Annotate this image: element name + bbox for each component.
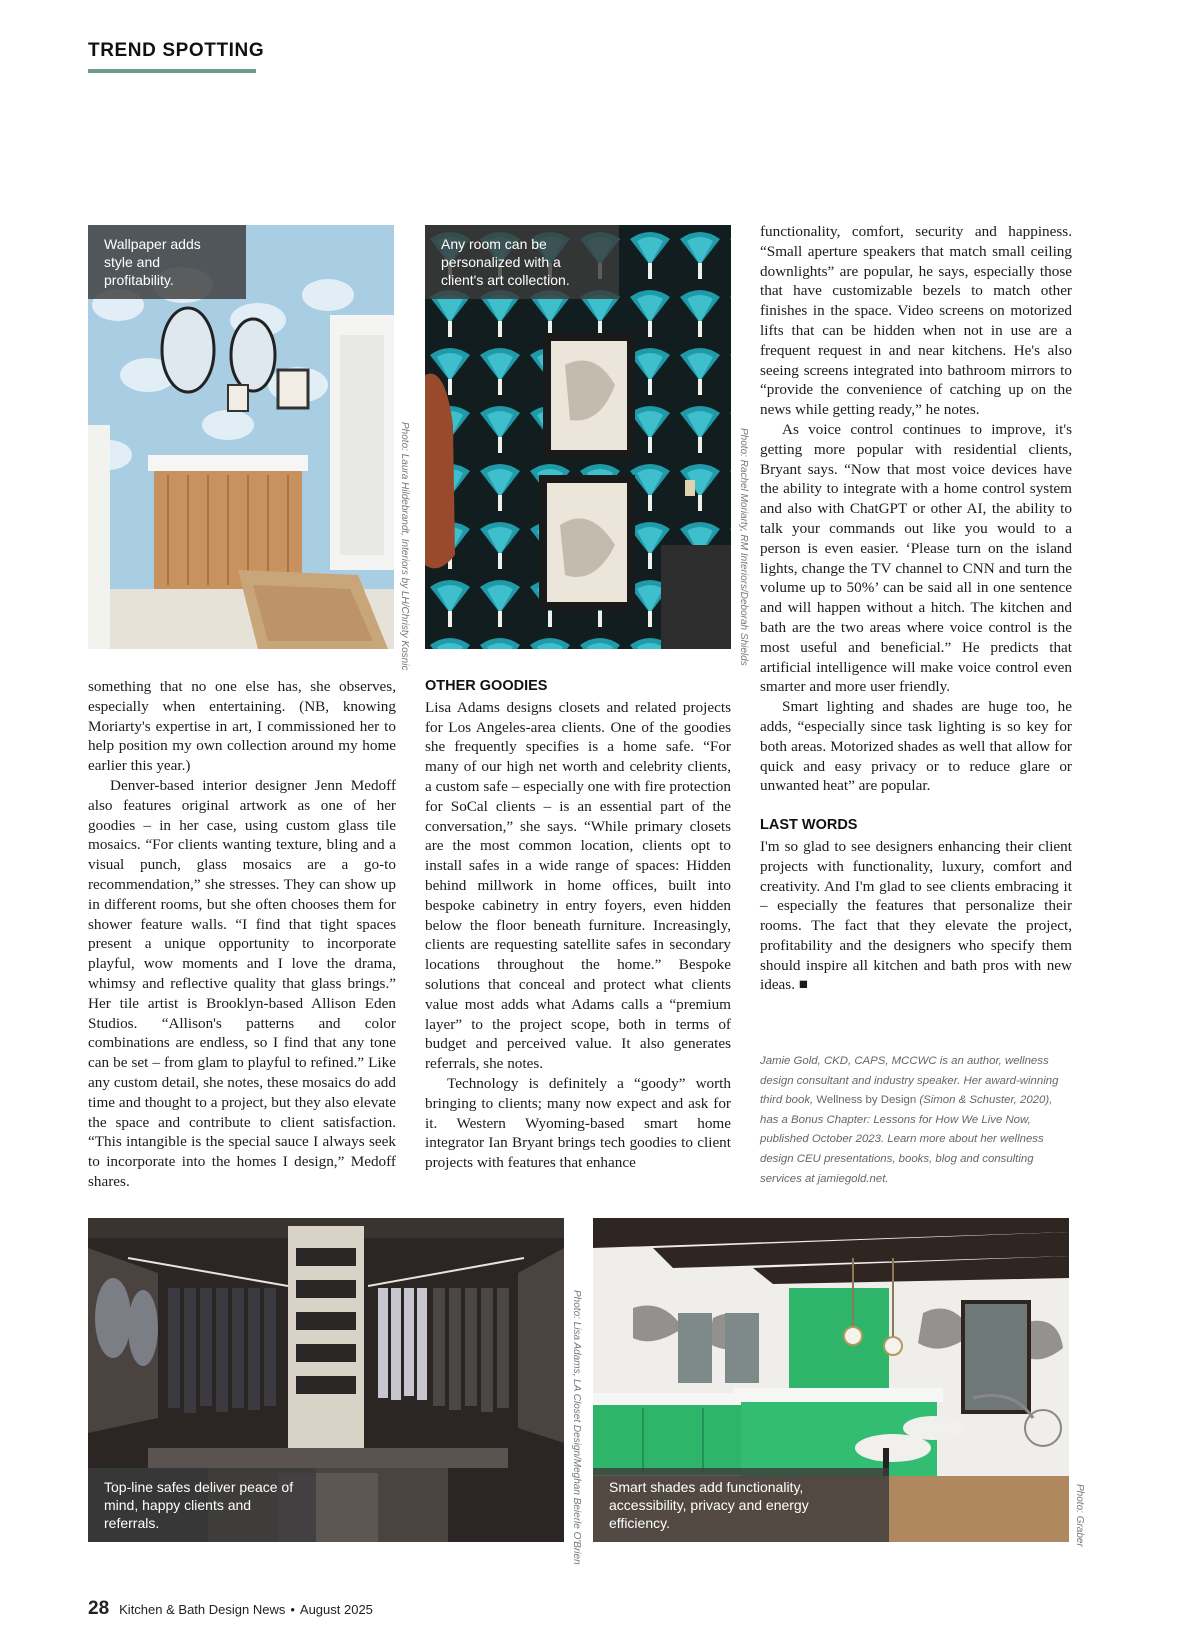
photo-caption: Any room can be personalized with a client's art collection. [425, 225, 619, 299]
photo-credit: Photo: Laura Hildebrandt, Interiors by LH/Christy Kosnic [399, 422, 410, 671]
paragraph: functionality, comfort, security and happiness. “Small aperture speakers that match small ceiling downlights” are popular, he says, especially those that have customizable bezels to match other finishes in the space. Video screens on motorized lifts that can be hidden when not in use are a frequent request in and near kitchens. He's also seeing screens integrated into bathroom mirrors to “provide the convenience of catching up on the news while getting ready,” he notes. [760, 223, 1072, 419]
photo-credit: Photo: Rachel Moriarty, RM Interiors/Deborah Shields [738, 428, 749, 666]
publication-name: Kitchen & Bath Design News [119, 1602, 286, 1617]
page-number: 28 [88, 1598, 110, 1619]
section-title: TREND SPOTTING [88, 40, 265, 61]
photo-wallpaper-bathroom [88, 225, 394, 649]
subhead-other-goodies: OTHER GOODIES [425, 678, 548, 694]
article-column-2 [425, 677, 731, 1173]
bio-text: (Simon & Schuster, 2020), has a Bonus Chapter: Lessons for How We Live Now, published October 2023. Learn more about her wellness design CEU presentations, books, blog and consulting services at jamiegold.net. [760, 1094, 1053, 1185]
photo-credit: Photo: Graber [1074, 1484, 1085, 1547]
issue-date: August 2025 [299, 1602, 373, 1617]
photo-closet-safes [88, 1218, 564, 1542]
paragraph: Lisa Adams designs closets and related projects for Los Angeles-area clients. One of the goodies she frequently specifies is a home safe. “For many of our high net worth and celebrity clients, a custom safe – especially one with fire protection for SoCal clients – is an essential part of the conversation,” she says. “While primary closets are the most common location, clients opt to install safes in a wide range of spaces: Hidden behind millwork in home offices, built into bespoke cabinetry in entry foyers, even hidden below the floor beneath furniture. Increasingly, clients are requesting satellite safes in secondary locations throughout the home.” Bespoke solutions that conceal and protect what clients value most adds what Adams calls a “premium layer” to the project scope, both in terms of budget and perceived value. It also generates referrals, she notes. [425, 698, 731, 1073]
page-footer [88, 1598, 373, 1620]
footer-separator: • [290, 1602, 295, 1617]
book-title: Wellness by Design [816, 1094, 917, 1107]
paragraph: Technology is definitely a “goody” worth bringing to clients; many now expect and ask for it. Western Wyoming-based smart home integrator Ian Bryant brings tech goodies to client projects with features that enhance [425, 1074, 731, 1172]
paragraph: As voice control continues to improve, it's getting more popular with residential clients, Bryant says. “Now that most voice devices have the ability to integrate with a home control system and also with ChatGPT or other AI, the ability to talk your commands out like you would to a person is even easier. ‘Please turn on the island lights, change the TV channel to CNN and turn the volume up to 50%’ can be said all in one sentence and will happen without a hitch. The kitchen and bath are the two areas where voice control is the most useful and beneficial.” He predicts that artificial intelligence will make voice control even smarter and more user friendly. [760, 420, 1072, 696]
photo-caption: Wallpaper adds style and profitability. [88, 225, 246, 299]
author-bio [760, 1052, 1072, 1189]
photo-green-kitchen [593, 1218, 1069, 1542]
article-column-1 [88, 677, 396, 1192]
photo-credit: Photo: Lisa Adams, LA Closet Design/Meghan Beierle O'Brien [571, 1290, 582, 1565]
subhead-last-words: LAST WORDS [760, 817, 858, 834]
photo-caption: Smart shades add functionality, accessibility, privacy and energy efficiency. [593, 1468, 889, 1542]
section-rule [88, 69, 256, 73]
photo-art-collection [425, 225, 731, 649]
photo-caption: Top-line safes deliver peace of mind, happy clients and referrals. [88, 1468, 316, 1542]
article-column-3 [760, 222, 1072, 995]
bio-text: Jamie Gold, CKD, CAPS, MCCWC is an author, wellness design consultant and industry speaker. Her award-winning third book, [760, 1055, 1059, 1107]
paragraph: I'm so glad to see designers enhancing their client projects with functionality, luxury, comfort and creativity. And I'm glad to see clients embracing it – especially the features that personalize their rooms. The fact that they elevate the project, profitability and the designers who specify them should inspire all kitchen and bath pros with new ideas. ■ [760, 837, 1072, 994]
paragraph: Denver-based interior designer Jenn Medoff also features original artwork as one of her goodies – in her case, using custom glass tile mosaics. “For clients wanting texture, bling and a visual punch, glass mosaics are a go-to recommendation,” she stresses. They can show up in different rooms, but she often chooses them for shower feature walls. “I find that tight spaces present a unique opportunity to incorporate playful, wow moments and I love the drama, whimsy and reflective quality that glass brings.” Her tile artist is Brooklyn-based Allison Eden Studios. “Allison's patterns and color combinations are endless, so I find that any tone can be set – from glam to playful to refined.” Like any custom detail, she notes, these mosaics do add time and thought to a project, but they also elevate the space and contribute to client satisfaction. “This intangible is the special sauce I always seek to incorporate into the homes I design,” Medoff shares. [88, 776, 396, 1190]
paragraph: something that no one else has, she observes, especially when entertaining. (NB, knowing Moriarty's expertise in art, I commissioned her to help position my own collection around my home earlier this year.) [88, 678, 396, 775]
paragraph: Smart lighting and shades are huge too, he adds, “especially since task lighting is so key for both areas. Motorized shades as well that allow for quick and easy privacy or to reduce glare or unwanted heat” are popular. [760, 698, 1072, 795]
